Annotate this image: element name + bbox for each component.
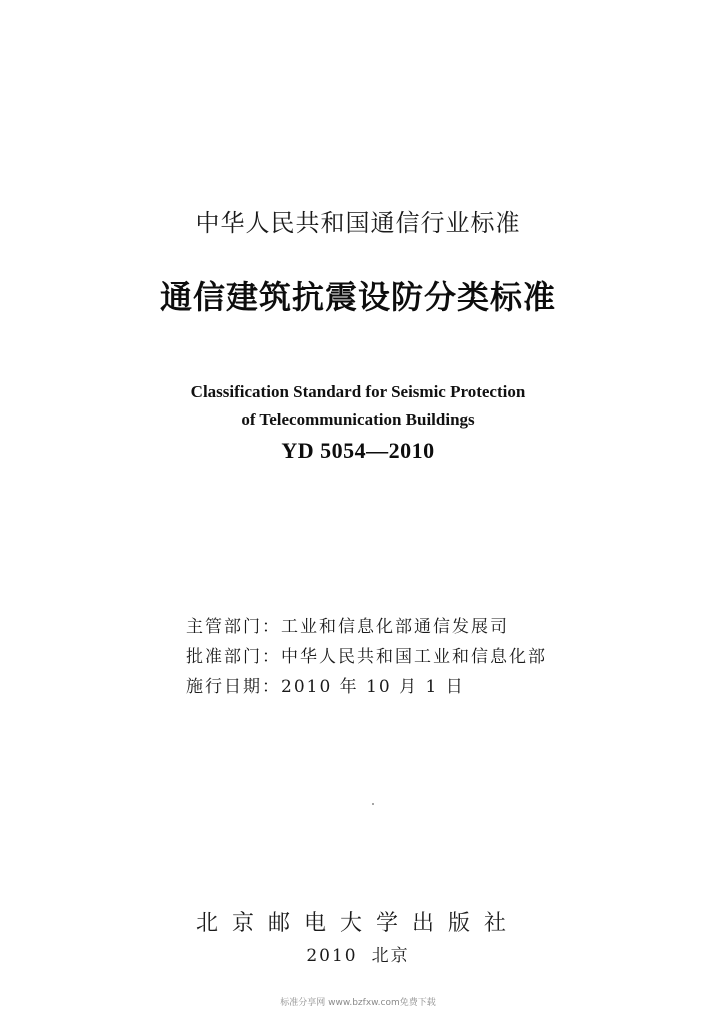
publication-place [0, 941, 716, 966]
scan-speck [372, 803, 374, 805]
english-title-line-2: of Telecommunication Buildings [241, 410, 475, 429]
standard-code: YD 5054—2010 [281, 438, 435, 463]
series-title: 中华人民共和国通信行业标准 [195, 209, 521, 237]
english-title-line-1: Classification Standard for Seismic Protection [190, 382, 526, 401]
approval-department: 批准部门：中华人民共和国工业和信息化部 [186, 647, 547, 667]
effective-date: 施行日期：2010 年 10 月 1 日 [186, 677, 465, 697]
publication-city: 北京 [371, 946, 410, 966]
competent-department: 主管部门：工业和信息化部通信发展司 [186, 617, 509, 637]
publisher-name: 北京邮电大学出版社 [195, 911, 520, 936]
publication-year: 2010 [306, 946, 358, 966]
main-title: 通信建筑抗震设防分类标准 [159, 278, 556, 316]
watermark: 标准分享网 www.bzfxw.com免费下载 [280, 998, 436, 1008]
